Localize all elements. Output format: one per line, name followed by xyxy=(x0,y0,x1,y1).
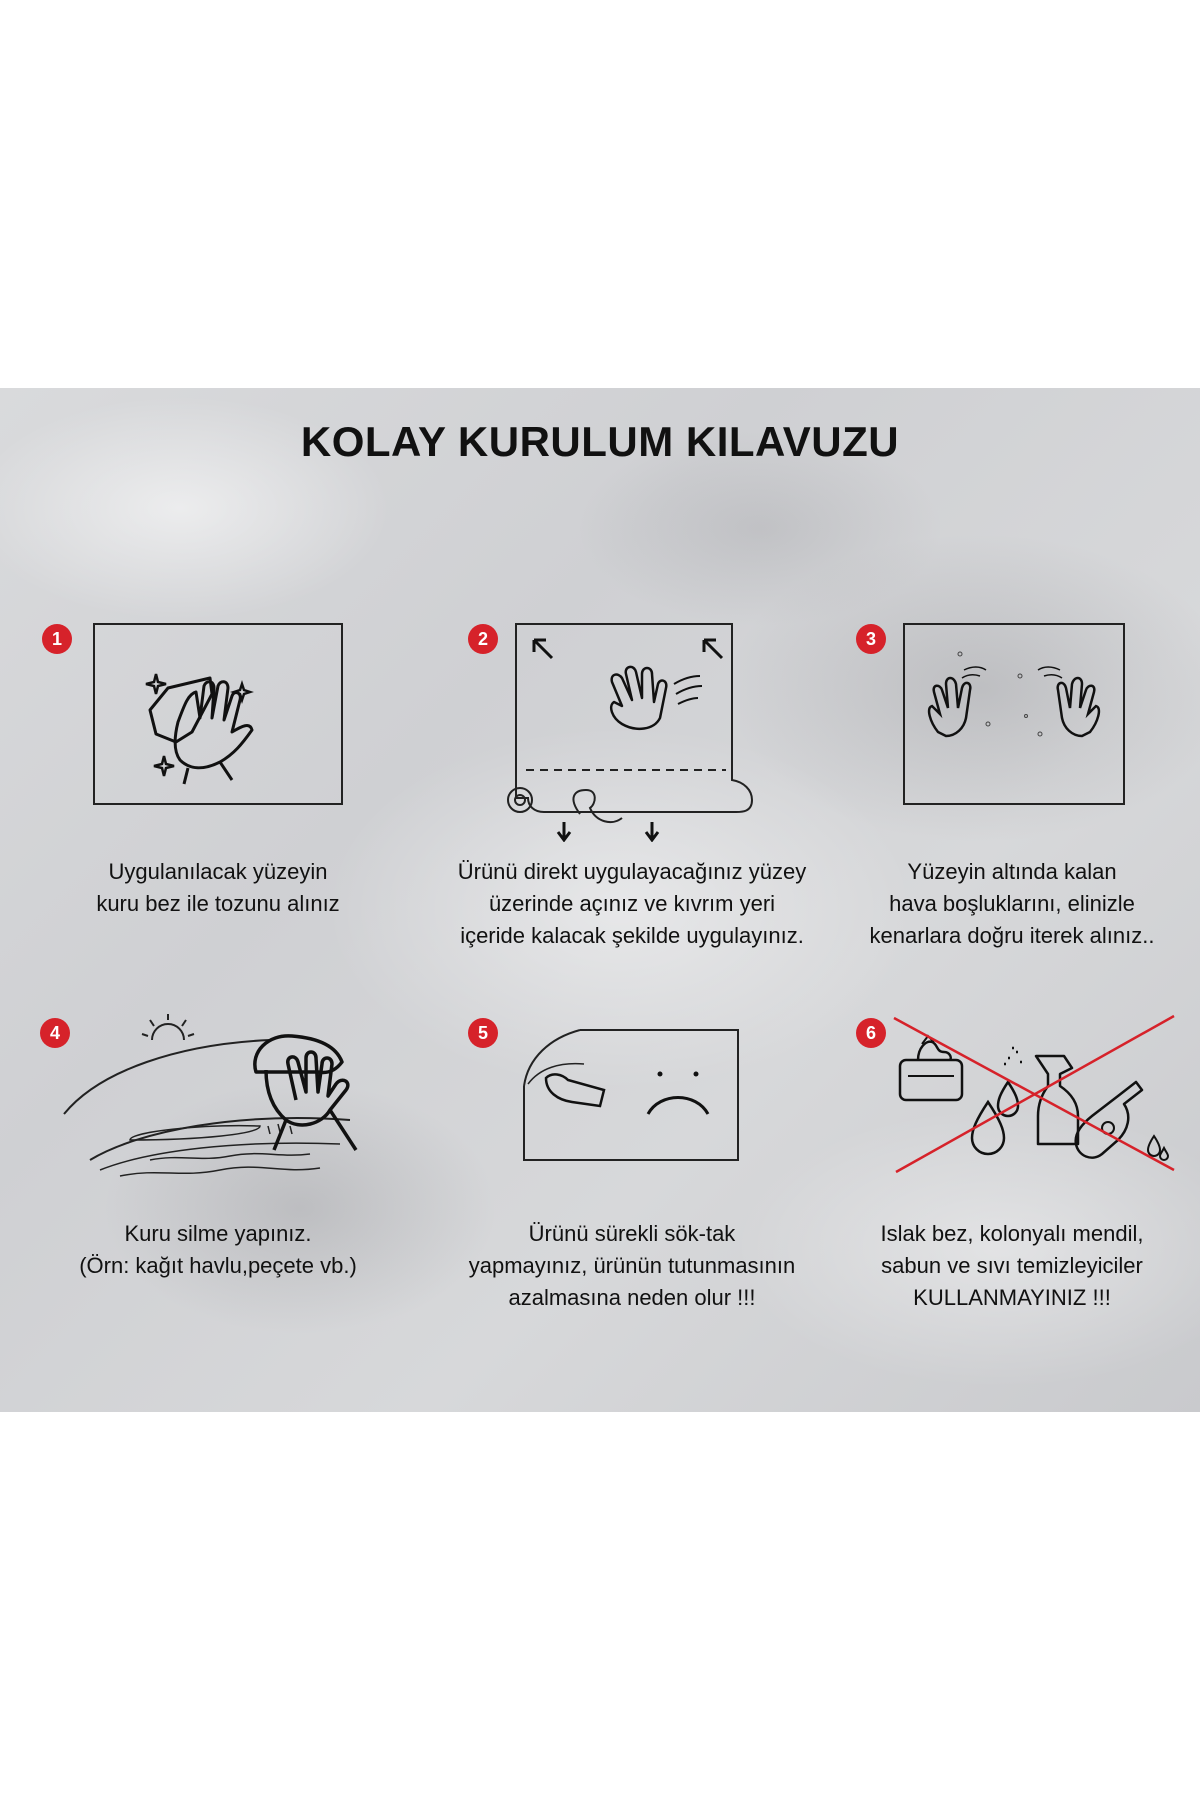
peel-sad-face-icon xyxy=(520,1028,742,1164)
guide-title: KOLAY KURULUM KILAVUZU xyxy=(300,418,900,465)
push-air-bubbles-icon xyxy=(902,622,1126,806)
step-4-caption: Kuru silme yapınız. (Örn: kağıt havlu,peçete vb.) xyxy=(79,1221,357,1278)
step-3-caption: Yüzeyin altında kalan hava boşluklarını, elinizle kenarlara doğru iterek alınız.. xyxy=(869,859,1155,948)
step-4-badge: 4 xyxy=(40,1018,70,1048)
step-2-caption: Ürünü direkt uygulayacağınız yüzey üzerinde açınız ve kıvrım yeri içeride kalacak şekilde uygulayınız. xyxy=(457,859,807,948)
step-5-badge: 5 xyxy=(468,1018,498,1048)
guide-panel xyxy=(0,388,1200,1412)
unroll-film-icon xyxy=(504,622,760,842)
dry-wipe-icon xyxy=(60,1000,380,1180)
step-1-caption: Uygulanılacak yüzeyin kuru bez ile tozunu alınız xyxy=(96,859,340,916)
step-5-caption: Ürünü sürekli sök-tak yapmayınız, ürünün tutunmasının azalmasına neden olur !!! xyxy=(468,1221,796,1310)
step-3-badge: 3 xyxy=(856,624,886,654)
step-1-badge: 1 xyxy=(42,624,72,654)
step-6-badge: 6 xyxy=(856,1018,886,1048)
step-2-badge: 2 xyxy=(468,624,498,654)
wipe-dust-icon xyxy=(92,622,344,806)
no-wet-cleaners-icon xyxy=(892,1012,1178,1174)
step-6-caption: Islak bez, kolonyalı mendil, sabun ve sıvı temizleyiciler KULLANMAYINIZ !!! xyxy=(880,1221,1144,1310)
